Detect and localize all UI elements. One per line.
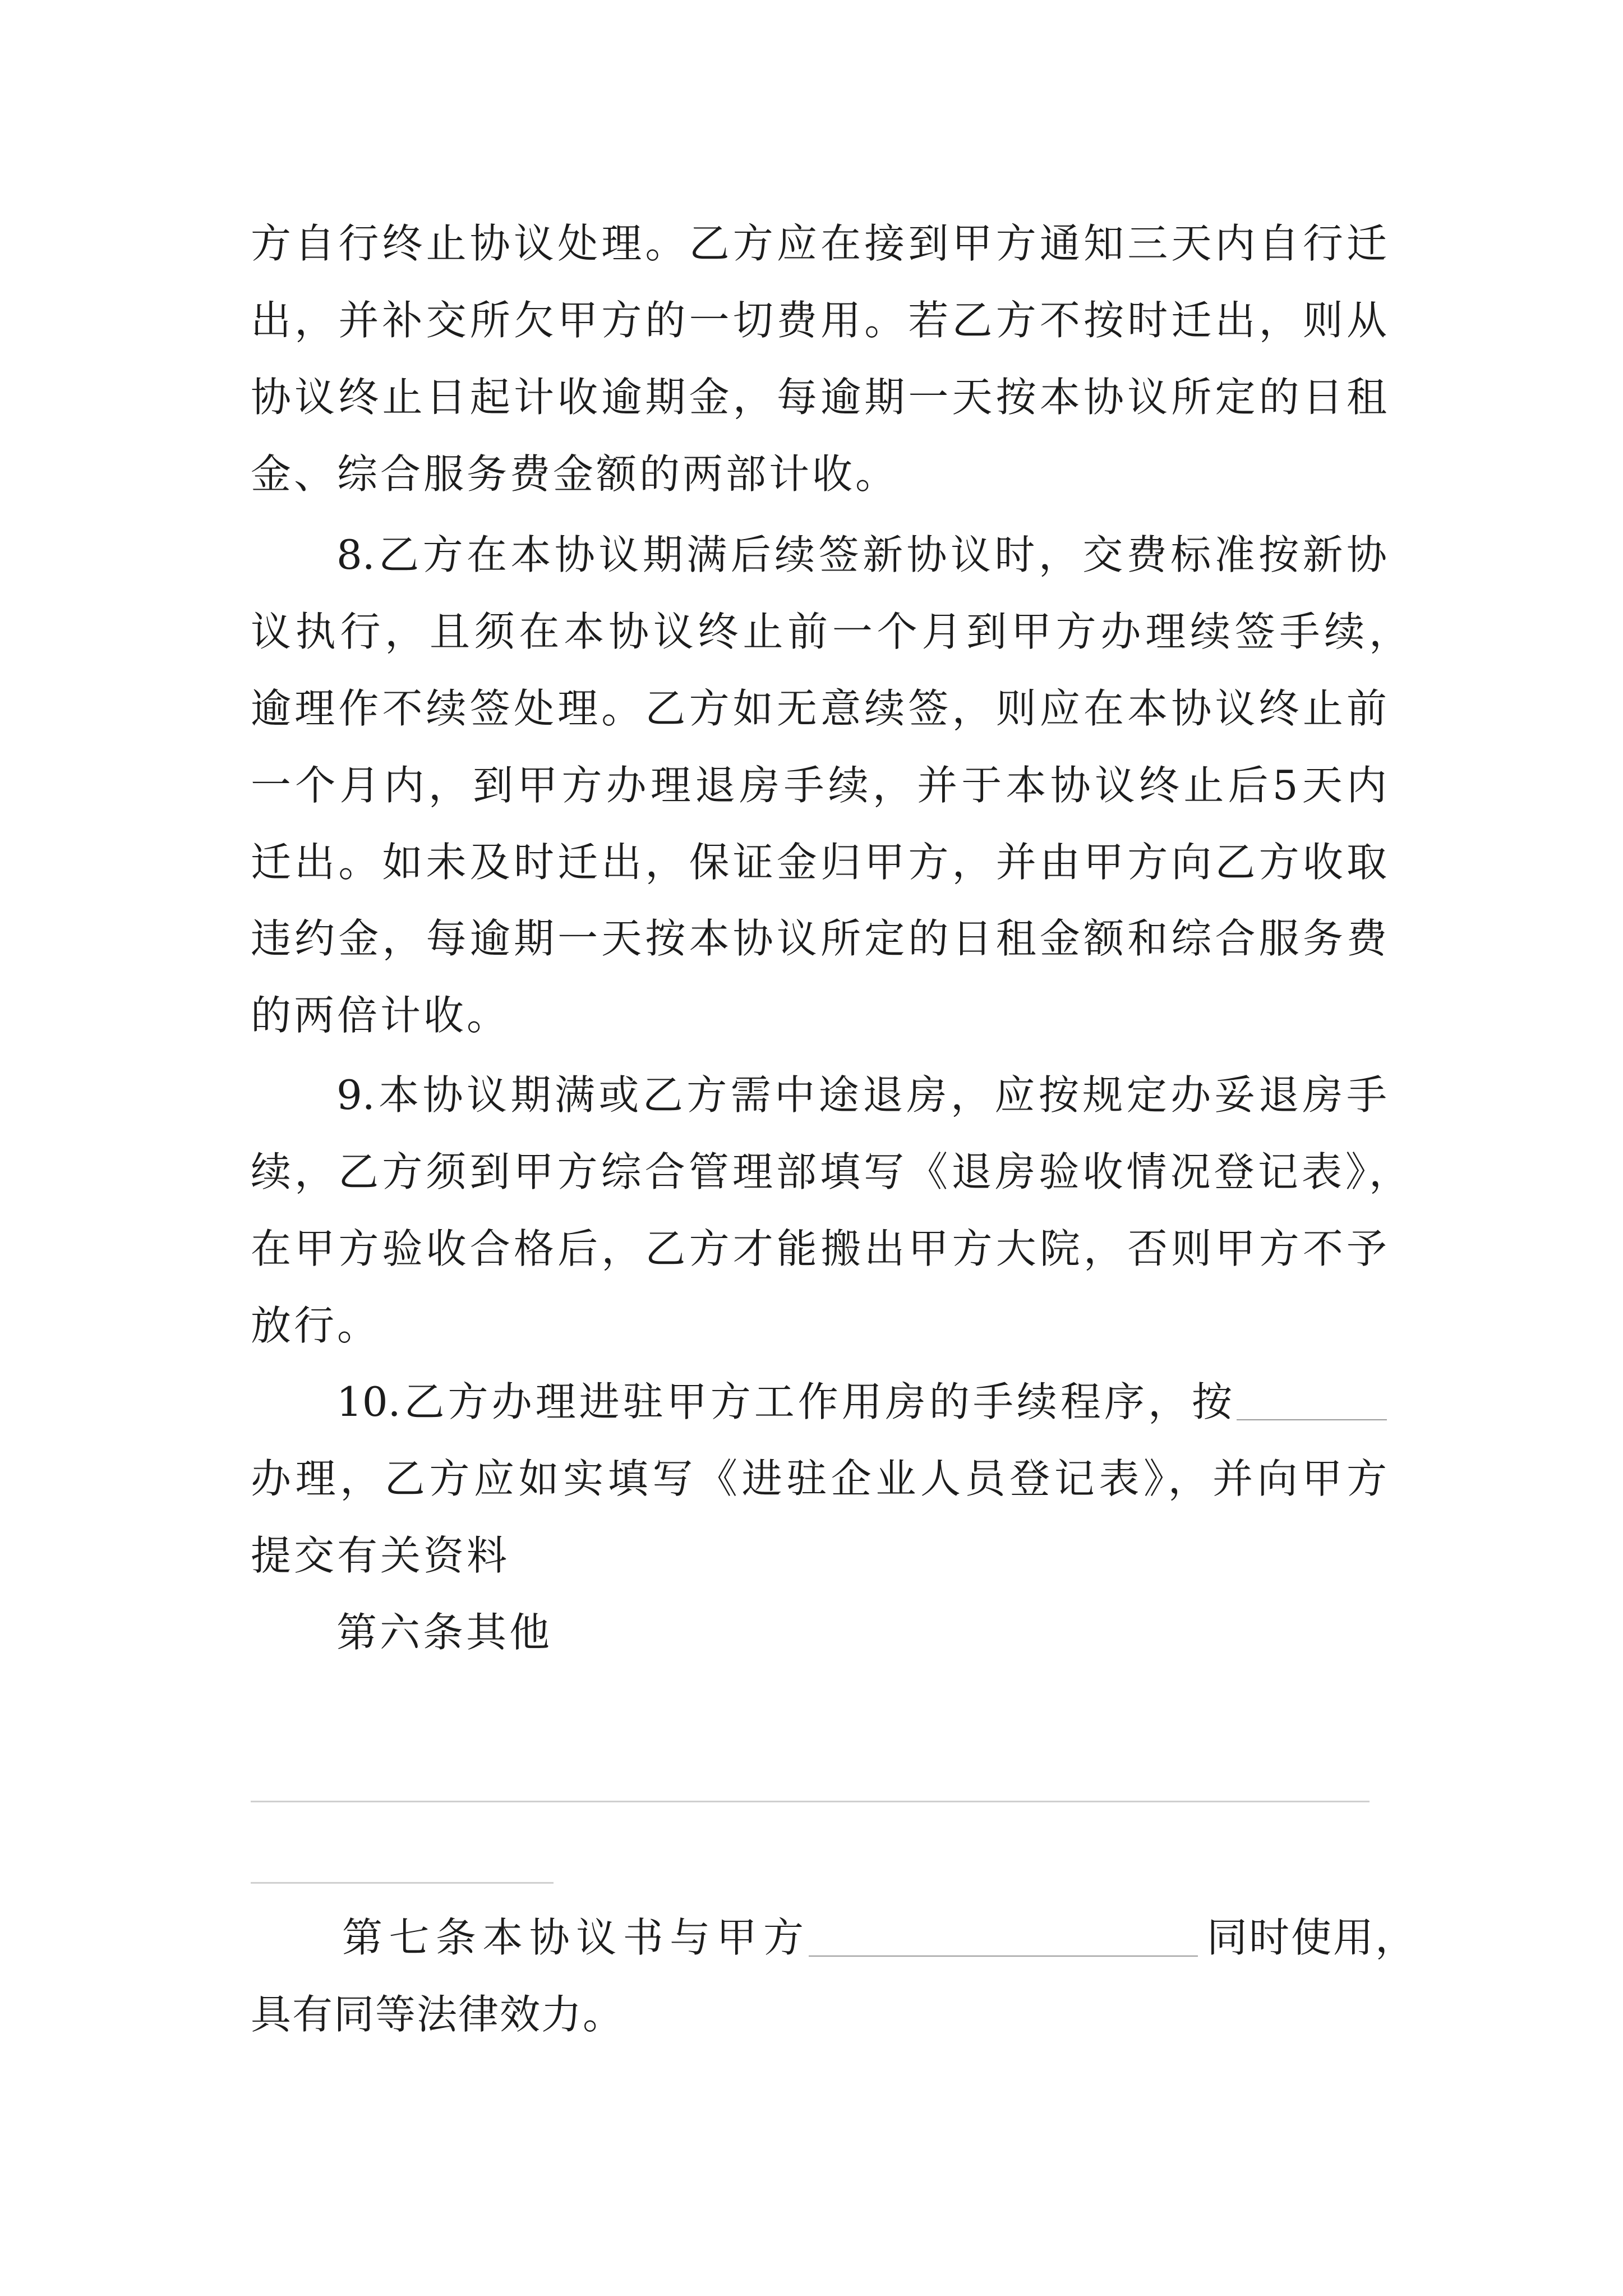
text-line: 提交有关资料 — [251, 1532, 510, 1579]
text-line: 在甲方验收合格后，乙方才能搬出甲方大院，否则甲方不予 — [251, 1225, 1387, 1272]
item-9-first-line: 9.本协议期满或乙方需中途退房，应按规定办妥退房手 — [336, 1071, 1387, 1119]
fill-in-blank — [1237, 1419, 1387, 1420]
text-line: 出，并补交所欠甲方的一切费用。若乙方不按时迁出，则从 — [251, 297, 1387, 344]
text-line: 放行。 — [251, 1302, 381, 1349]
text-line: 金、综合服务费金额的两部计收。 — [251, 450, 899, 498]
article-7-prefix: 第七条本协议书与甲方 — [342, 1914, 804, 1961]
item-10-first-line: 10.乙方办理进驻甲方工作用房的手续程序，按 — [336, 1378, 1232, 1425]
blank-rule-long — [251, 1801, 1370, 1802]
text-line: 的两倍计收。 — [251, 992, 510, 1039]
text-line: 续，乙方须到甲方综合管理部填写《退房验收情况登记表》， — [251, 1148, 1409, 1195]
text-line: 协议终止日起计收逾期金，每逾期一天按本协议所定的日租 — [251, 374, 1387, 421]
text-line: 具有同等法律效力。 — [251, 1991, 625, 2038]
blank-rule-short — [251, 1882, 554, 1884]
article-6-heading: 第六条其他 — [336, 1609, 553, 1656]
article-7-suffix: 同时使用， — [1207, 1914, 1418, 1961]
text-line: 迁出。如未及时迁出，保证金归甲方，并由甲方向乙方收取 — [251, 839, 1387, 886]
text-line: 办理，乙方应如实填写《进驻企业人员登记表》，并向甲方 — [251, 1455, 1387, 1502]
text-line: 逾理作不续签处理。乙方如无意续签，则应在本协议终止前 — [251, 685, 1387, 732]
text-line: 一个月内，到甲方办理退房手续，并于本协议终止后5天内 — [251, 762, 1387, 809]
item-8-first-line: 8.乙方在本协议期满后续签新协议时，交费标准按新协 — [336, 531, 1387, 578]
text-line: 方自行终止协议处理。乙方应在接到甲方通知三天内自行迁 — [251, 220, 1387, 267]
text-line: 议执行，且须在本协议终止前一个月到甲方办理续签手续， — [251, 608, 1409, 655]
fill-in-blank — [809, 1955, 1198, 1957]
text-line: 违约金，每逾期一天按本协议所定的日租金额和综合服务费 — [251, 915, 1387, 962]
